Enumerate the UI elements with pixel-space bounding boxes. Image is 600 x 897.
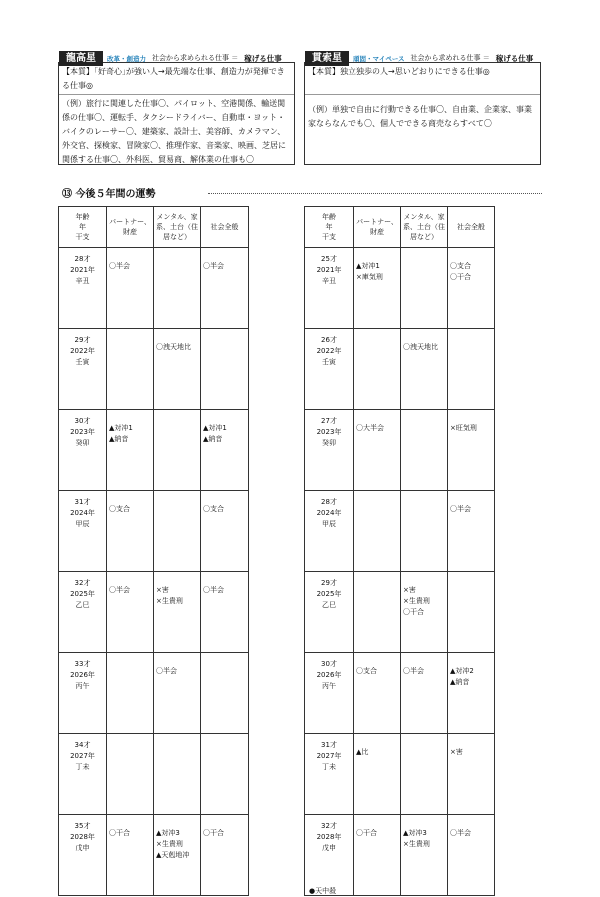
cell-mental	[401, 734, 448, 815]
table-row	[305, 815, 495, 896]
cell-social-text: 〇半会	[203, 262, 224, 270]
left-star-header	[59, 51, 282, 65]
table-row	[59, 815, 249, 896]
header-year: 年齢 年 干支	[59, 207, 107, 248]
cell-mental	[401, 572, 448, 653]
header-social: 社会全般	[448, 207, 495, 248]
cell-year-text: 30才 2023年 癸卯	[70, 417, 95, 447]
cell-partner-text: 〇半会	[109, 586, 130, 594]
cell-year	[305, 653, 354, 734]
cell-partner	[354, 491, 401, 572]
cell-partner-text: 〇半会	[109, 262, 130, 270]
cell-partner	[354, 734, 401, 815]
cell-partner	[107, 248, 154, 329]
cell-year	[59, 410, 107, 491]
cell-year	[59, 815, 107, 896]
cell-social	[201, 815, 249, 896]
cell-mental	[154, 410, 201, 491]
table-row	[59, 572, 249, 653]
cell-mental	[154, 491, 201, 572]
section-title-dots	[208, 193, 542, 194]
cell-mental	[401, 329, 448, 410]
cell-mental-text: 〇半会	[403, 667, 424, 675]
cell-year-text: 33才 2026年 丙午	[70, 660, 95, 690]
cell-social-text: ×旺気刑	[450, 424, 477, 432]
cell-year	[305, 815, 354, 896]
cell-social	[201, 572, 249, 653]
cell-year	[305, 491, 354, 572]
cell-social	[201, 248, 249, 329]
right-star-earning: 稼げる仕事	[495, 53, 534, 63]
cell-year	[59, 491, 107, 572]
cell-year	[305, 734, 354, 815]
cell-social-text: ▲対冲2 ▲納音	[450, 667, 474, 686]
cell-mental	[401, 815, 448, 896]
cell-social-text: ×害	[450, 748, 463, 756]
cell-partner	[107, 410, 154, 491]
left-star-examples: （例）旅行に関連した仕事〇、パイロット、空港関係、輸送関係の仕事〇、運転手、タクシードライバー、自動車・ヨット・バイクのレーサー〇、建築家、設計士、美容師、カメラマン、外交官、探検家、冒険家〇、推理作家、音楽家、映画、芝居に関係する仕事〇、外科医、貿易商、解体業の仕事も〇	[62, 99, 286, 164]
cell-year-text: 31才 2024年 甲辰	[70, 498, 95, 528]
cell-year-text: 32才 2028年 戊申	[316, 822, 342, 852]
cell-social	[448, 572, 495, 653]
cell-social-text: 〇半会	[203, 586, 224, 594]
cell-year-text: 26才 2022年 壬寅	[316, 336, 342, 366]
table-row	[59, 653, 249, 734]
header-year: 年齢 年 干支	[305, 207, 354, 248]
table-header-row	[59, 207, 249, 248]
cell-partner-text: ▲対冲1 ×庫気刑	[356, 262, 383, 281]
cell-year	[59, 248, 107, 329]
cell-mental	[154, 329, 201, 410]
header-partner: パートナー、 財産	[107, 207, 154, 248]
cell-mental-text: 〇洩天地比	[156, 343, 191, 351]
cell-partner-text: ▲比	[356, 748, 369, 756]
right-star-requirement: 社会から求めれる仕事 ＝	[410, 54, 490, 62]
left-star-name: 龍高星	[59, 51, 103, 66]
right-star-name: 貫索星	[305, 51, 349, 66]
header-mental: メンタル、家 系、土台（住 居など）	[154, 207, 201, 248]
cell-social	[201, 329, 249, 410]
table-row	[59, 410, 249, 491]
cell-year-text: 35才 2028年 戊申	[70, 822, 95, 852]
cell-social-text: 〇半会	[450, 505, 471, 513]
table-row	[305, 248, 495, 329]
table-row	[59, 734, 249, 815]
table-row	[305, 410, 495, 491]
left-star-category: 改革・創造力	[107, 54, 146, 63]
left-fortune-table	[58, 206, 249, 896]
left-star-requirement: 社会から求められる仕事 ＝	[152, 54, 239, 62]
cell-year	[59, 734, 107, 815]
cell-mental	[154, 248, 201, 329]
cell-mental	[154, 815, 201, 896]
cell-partner-text: 〇干合	[109, 829, 130, 837]
cell-year-text: 28才 2021年 辛丑	[70, 255, 95, 285]
cell-social	[448, 653, 495, 734]
left-star-essence: 【本質】｢好奇心｣が強い人→最先端な仕事、創造力が発揮できる仕事◎	[59, 63, 294, 95]
cell-social	[448, 329, 495, 410]
cell-mental	[154, 653, 201, 734]
cell-partner	[354, 329, 401, 410]
cell-partner	[354, 815, 401, 896]
table-row	[59, 491, 249, 572]
table-row	[305, 653, 495, 734]
cell-social	[448, 491, 495, 572]
cell-year	[305, 410, 354, 491]
cell-partner	[107, 653, 154, 734]
right-star-box	[304, 52, 541, 165]
right-star-category: 頑固・マイペース	[353, 54, 405, 63]
cell-partner	[107, 734, 154, 815]
cell-social	[448, 815, 495, 896]
cell-social	[448, 248, 495, 329]
cell-year-text: 29才 2025年 乙巳	[316, 579, 342, 609]
left-star-earning: 稼げる仕事	[244, 53, 282, 63]
cell-mental	[401, 653, 448, 734]
table-row	[305, 329, 495, 410]
cell-year-text: 34才 2027年 丁未	[70, 741, 95, 771]
cell-partner-text: ▲対冲1 ▲納音	[109, 424, 133, 443]
cell-social-text: 〇半会	[450, 829, 471, 837]
cell-year-text: 27才 2023年 癸卯	[316, 417, 342, 447]
cell-mental	[154, 572, 201, 653]
cell-social-text: 〇干合	[203, 829, 224, 837]
cell-social-text: 〇支合	[203, 505, 224, 513]
cell-partner	[107, 329, 154, 410]
cell-social-text: 〇支合 〇干合	[450, 262, 471, 281]
cell-partner	[354, 572, 401, 653]
cell-mental-text: ▲対冲3 ×生貴刑 ▲天剋地冲	[156, 829, 190, 859]
table-header-row	[305, 207, 495, 248]
cell-social	[201, 653, 249, 734]
cell-social	[201, 491, 249, 572]
cell-partner-text: 〇大半会	[356, 424, 384, 432]
header-social: 社会全般	[201, 207, 249, 248]
header-partner: パートナー、 財産	[354, 207, 401, 248]
right-fortune-table	[304, 206, 495, 896]
cell-year-text: 32才 2025年 乙巳	[70, 579, 95, 609]
cell-mental-text: 〇洩天地比	[403, 343, 438, 351]
table-row	[305, 491, 495, 572]
cell-year-text: 31才 2027年 丁未	[316, 741, 342, 771]
table-row	[59, 248, 249, 329]
cell-social	[448, 734, 495, 815]
cell-year-text: 28才 2024年 甲辰	[316, 498, 342, 528]
section-title-text: ⑬ 今後５年間の運勢	[62, 188, 156, 200]
cell-mental-text: ×害 ×生貴刑 〇干合	[403, 586, 430, 616]
cell-year-text: 25才 2021年 辛丑	[316, 255, 342, 285]
cell-partner	[107, 572, 154, 653]
cell-social	[201, 734, 249, 815]
cell-partner	[107, 491, 154, 572]
header-mental: メンタル、家 系、土台（住 居など）	[401, 207, 448, 248]
cell-year	[59, 329, 107, 410]
cell-mental-text: ×害 ×生貴刑	[156, 586, 183, 605]
left-star-box	[58, 52, 295, 165]
section-title	[62, 185, 155, 199]
tenchusatsu-note: ●天中殺	[309, 887, 337, 895]
cell-partner	[354, 248, 401, 329]
cell-year-text: 30才 2026年 丙午	[316, 660, 342, 690]
cell-year	[305, 572, 354, 653]
cell-year	[305, 248, 354, 329]
cell-mental	[401, 410, 448, 491]
cell-partner-text: 〇支合	[356, 667, 377, 675]
cell-mental-text: ▲対冲3 ×生貴刑	[403, 829, 430, 848]
right-star-essence: 【本質】独立独歩の人→思いどおりにできる仕事◎	[305, 63, 540, 95]
cell-partner-text: 〇支合	[109, 505, 130, 513]
cell-partner	[354, 410, 401, 491]
cell-partner-text: 〇干合	[356, 829, 377, 837]
right-star-header	[305, 51, 533, 65]
cell-social	[448, 410, 495, 491]
cell-social	[201, 410, 249, 491]
right-star-examples: （例）単独で自由に行動できる仕事〇、自由業、企業家、事業家ならなんでも〇、個人でできる商売ならすべて〇	[308, 105, 532, 128]
cell-partner	[107, 815, 154, 896]
table-row	[305, 572, 495, 653]
cell-mental	[401, 248, 448, 329]
cell-year	[59, 653, 107, 734]
cell-year	[305, 329, 354, 410]
cell-social-text: ▲対冲1 ▲納音	[203, 424, 227, 443]
cell-year	[59, 572, 107, 653]
cell-partner	[354, 653, 401, 734]
cell-mental-text: 〇半会	[156, 667, 177, 675]
table-row	[305, 734, 495, 815]
table-row	[59, 329, 249, 410]
cell-year-text: 29才 2022年 壬寅	[70, 336, 95, 366]
cell-mental	[401, 491, 448, 572]
cell-mental	[154, 734, 201, 815]
